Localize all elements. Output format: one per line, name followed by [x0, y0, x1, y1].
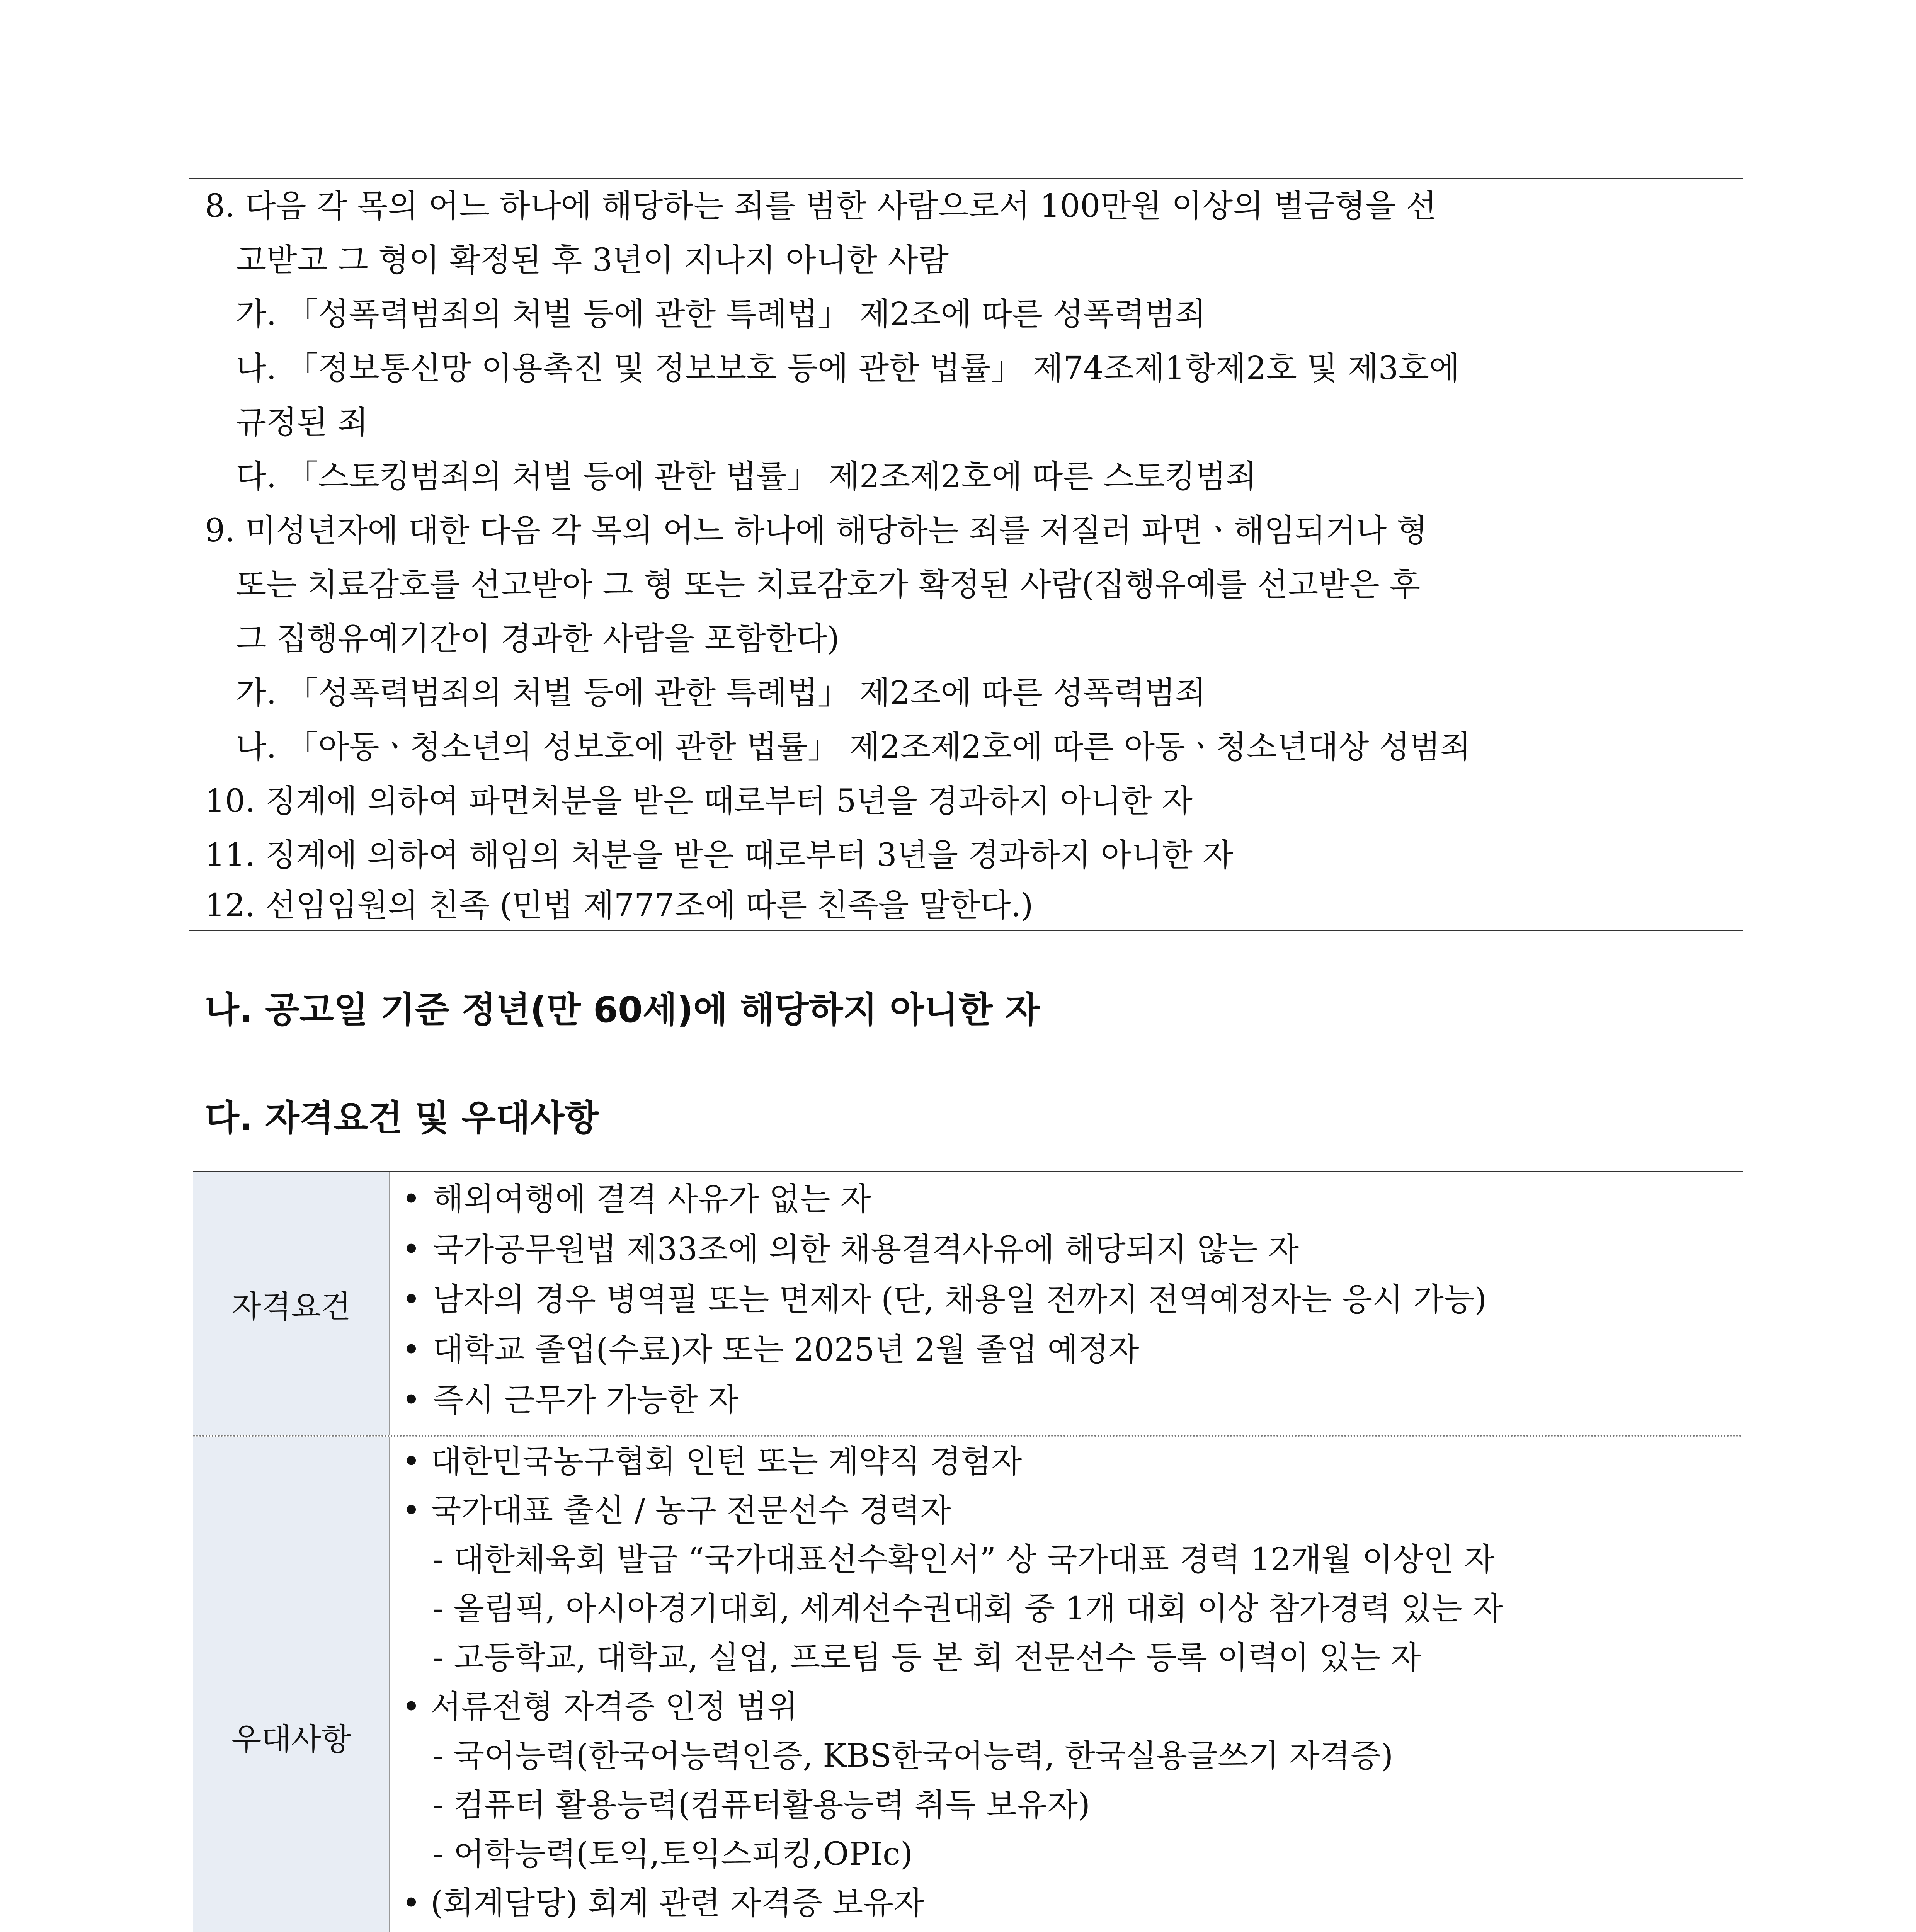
list-item: - 고등학교, 대학교, 실업, 프로팀 등 본 회 전문선수 등록 이력이 있는 자 [433, 1639, 1421, 1676]
list-item: 12. 선임임원의 친족 (민법 제777조에 따른 친족을 말한다.) [205, 887, 1033, 924]
list-item: 그 집행유예기간이 경과한 사람을 포함한다) [236, 621, 840, 657]
list-item: • 서류전형 자격증 인정 범위 [402, 1689, 798, 1725]
preference-label: 우대사항 [193, 1437, 390, 1932]
list-item: • 국가대표 출신 / 농구 전문선수 경력자 [402, 1492, 951, 1529]
list-item: 9. 미성년자에 대한 다음 각 목의 어느 하나에 해당하는 죄를 저질러 파면ㆍ해임되거나 형 [205, 512, 1428, 549]
list-item: 고받고 그 형이 확정된 후 3년이 지나지 아니한 사람 [236, 242, 949, 279]
list-item: 나. 「아동ㆍ청소년의 성보호에 관한 법률」 제2조제2호에 따른 아동ㆍ청소년대상 성범죄 [236, 729, 1471, 765]
list-item: • 남자의 경우 병역필 또는 면제자 (단, 채용일 전까지 전역예정자는 응시 가능) [402, 1281, 1487, 1319]
list-item: 또는 치료감호를 선고받아 그 형 또는 치료감호가 확정된 사람(집행유예를 선고받은 후 [236, 566, 1421, 603]
disqualification-box [189, 178, 1743, 931]
list-item: • 대한민국농구협회 인턴 또는 계약직 경험자 [402, 1443, 1022, 1480]
list-item: 규정된 죄 [236, 404, 368, 441]
preference-row [193, 1435, 1743, 1932]
list-item: - 대한체육회 발급 “국가대표선수확인서” 상 국가대표 경력 12개월 이상인 자 [433, 1541, 1495, 1578]
list-item: 가. 「성폭력범죄의 처벌 등에 관한 특례법」 제2조에 따른 성폭력범죄 [236, 296, 1206, 333]
qualification-row [193, 1172, 1743, 1435]
list-item: 8. 다음 각 목의 어느 하나에 해당하는 죄를 범한 사람으로서 100만원 이상의 벌금형을 선 [205, 188, 1437, 224]
list-item: • 대학교 졸업(수료)자 또는 2025년 2월 졸업 예정자 [402, 1331, 1139, 1369]
list-item: 다. 「스토킹범죄의 처벌 등에 관한 법률」 제2조제2호에 따른 스토킹범죄 [236, 458, 1257, 495]
qualification-label: 자격요건 [193, 1172, 390, 1435]
qualification-table [193, 1171, 1743, 1932]
list-item: 11. 징계에 의하여 해임의 처분을 받은 때로부터 3년을 경과하지 아니한 자 [205, 837, 1234, 874]
list-item: • (회계담당) 회계 관련 자격증 보유자 [402, 1885, 924, 1922]
list-item: 10. 징계에 의하여 파면처분을 받은 때로부터 5년을 경과하지 아니한 자 [205, 783, 1193, 820]
list-item: - 국어능력(한국어능력인증, KBS한국어능력, 한국실용글쓰기 자격증) [433, 1738, 1394, 1774]
list-item: • 해외여행에 결격 사유가 없는 자 [402, 1180, 871, 1219]
list-item: - 올림픽, 아시아경기대회, 세계선수권대회 중 1개 대회 이상 참가경력 있는 자 [433, 1590, 1503, 1627]
section-heading-qualifications: 다. 자격요건 및 우대사항 [205, 1097, 599, 1139]
section-heading-retirement: 나. 공고일 기준 정년(만 60세)에 해당하지 아니한 자 [205, 989, 1040, 1031]
list-item: 가. 「성폭력범죄의 처벌 등에 관한 특례법」 제2조에 따른 성폭력범죄 [236, 675, 1206, 711]
list-item: • 국가공무원법 제33조에 의한 채용결격사유에 해당되지 않는 자 [402, 1230, 1299, 1269]
list-item: 나. 「정보통신망 이용촉진 및 정보보호 등에 관한 법률」 제74조제1항제2호 및 제3호에 [236, 350, 1460, 387]
list-item: • 즉시 근무가 가능한 자 [402, 1381, 738, 1420]
list-item: - 컴퓨터 활용능력(컴퓨터활용능력 취득 보유자) [433, 1787, 1090, 1823]
list-item: - 어학능력(토익,토익스피킹,OPIc) [433, 1836, 913, 1872]
